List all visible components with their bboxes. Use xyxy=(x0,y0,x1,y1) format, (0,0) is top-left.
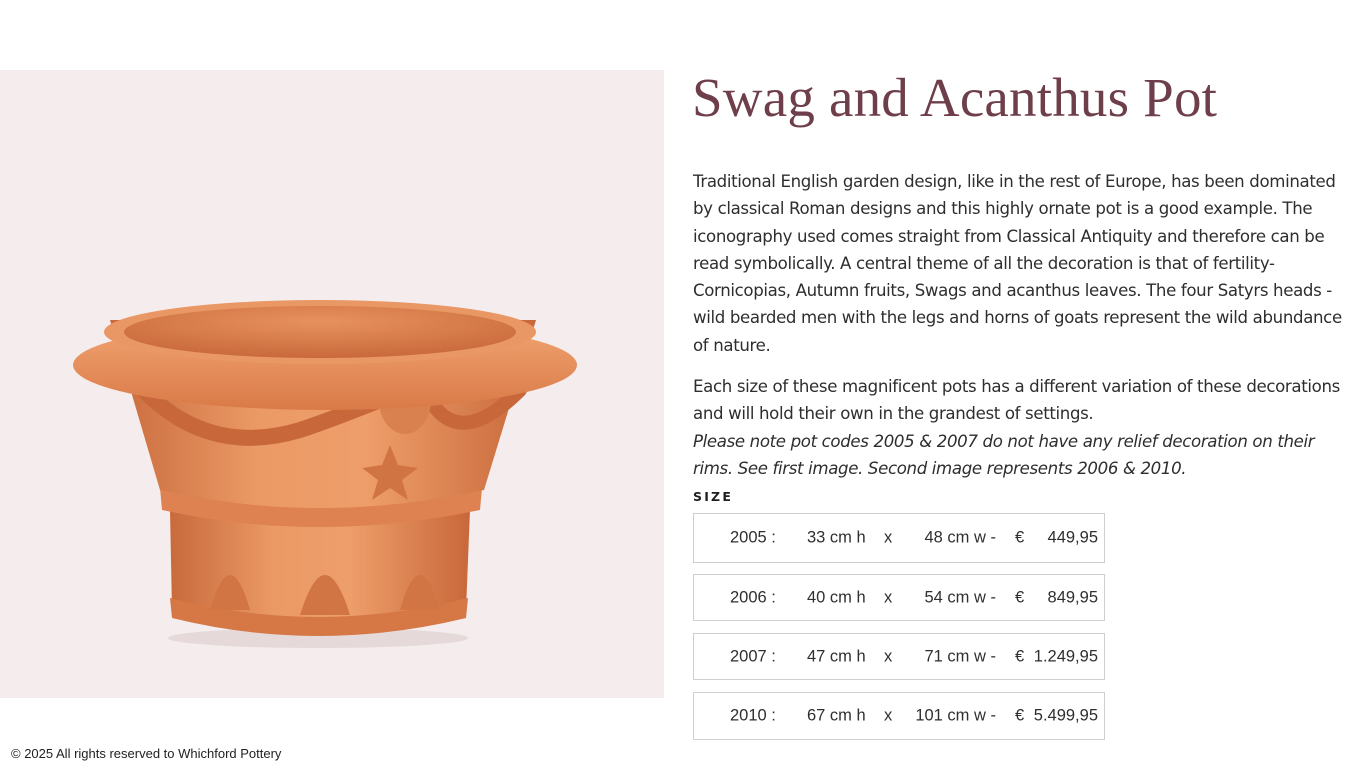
pot-price: 449,95 xyxy=(1047,528,1098,547)
pot-width: 48 cm w - xyxy=(924,528,996,547)
pot-width: 71 cm w - xyxy=(924,647,996,665)
product-title: Swag and Acanthus Pot xyxy=(692,67,1218,128)
terracotta-pot-illustration xyxy=(0,70,664,698)
pot-height: 33 cm h xyxy=(807,528,866,547)
product-image[interactable] xyxy=(0,70,664,698)
pot-price: 1.249,95 xyxy=(1033,647,1098,665)
size-heading: SIZE xyxy=(693,489,734,504)
dimension-separator: x xyxy=(884,588,893,606)
pot-height: 40 cm h xyxy=(807,588,866,606)
dimension-separator: x xyxy=(884,647,893,665)
dimension-separator: x xyxy=(884,706,893,725)
pot-code: 2005 : xyxy=(730,528,776,547)
pot-price: 849,95 xyxy=(1047,588,1098,606)
currency-symbol: € xyxy=(1015,647,1025,665)
size-option-2006[interactable] xyxy=(693,574,1105,621)
size-option-2007[interactable] xyxy=(693,633,1105,680)
size-option-2005[interactable] xyxy=(693,513,1105,563)
pot-width: 101 cm w - xyxy=(915,706,996,725)
dimension-separator: x xyxy=(884,528,893,547)
description-paragraph: Traditional English garden design, like in the rest of Europe, has been dominated by classical Roman designs and this highly ornate pot is a good example. The iconography used comes straight from Classical Antiquity and therefore can be read symbolically. A central theme of all the decoration is that of fertility- Cornicopias, Autumn fruits, Swags and acanthus leaves. The four Satyrs heads - wild bearded men with the legs and horns of goats represent the wild abundance of nature. xyxy=(693,172,1342,355)
product-description xyxy=(693,168,1355,482)
pot-price: 5.499,95 xyxy=(1033,706,1098,725)
currency-symbol: € xyxy=(1015,706,1025,725)
currency-symbol: € xyxy=(1015,528,1025,547)
rim-decoration-note: Please note pot codes 2005 & 2007 do not have any relief decoration on their rims. See first image. Second image represents 2006 & 2010. xyxy=(693,431,1315,478)
pot-code: 2006 : xyxy=(730,588,776,606)
pot-height: 47 cm h xyxy=(807,647,866,665)
pot-code: 2007 : xyxy=(730,647,776,665)
pot-code: 2010 : xyxy=(730,706,776,725)
pot-width: 54 cm w - xyxy=(924,588,996,606)
description-paragraph-2: Each size of these magnificent pots has a different variation of these decorations and will hold their own in the grandest of settings. xyxy=(693,377,1340,424)
size-option-2010[interactable] xyxy=(693,692,1105,740)
currency-symbol: € xyxy=(1015,588,1025,606)
pot-height: 67 cm h xyxy=(807,706,866,725)
copyright-footer: © 2025 All rights reserved to Whichford Pottery xyxy=(11,746,282,761)
